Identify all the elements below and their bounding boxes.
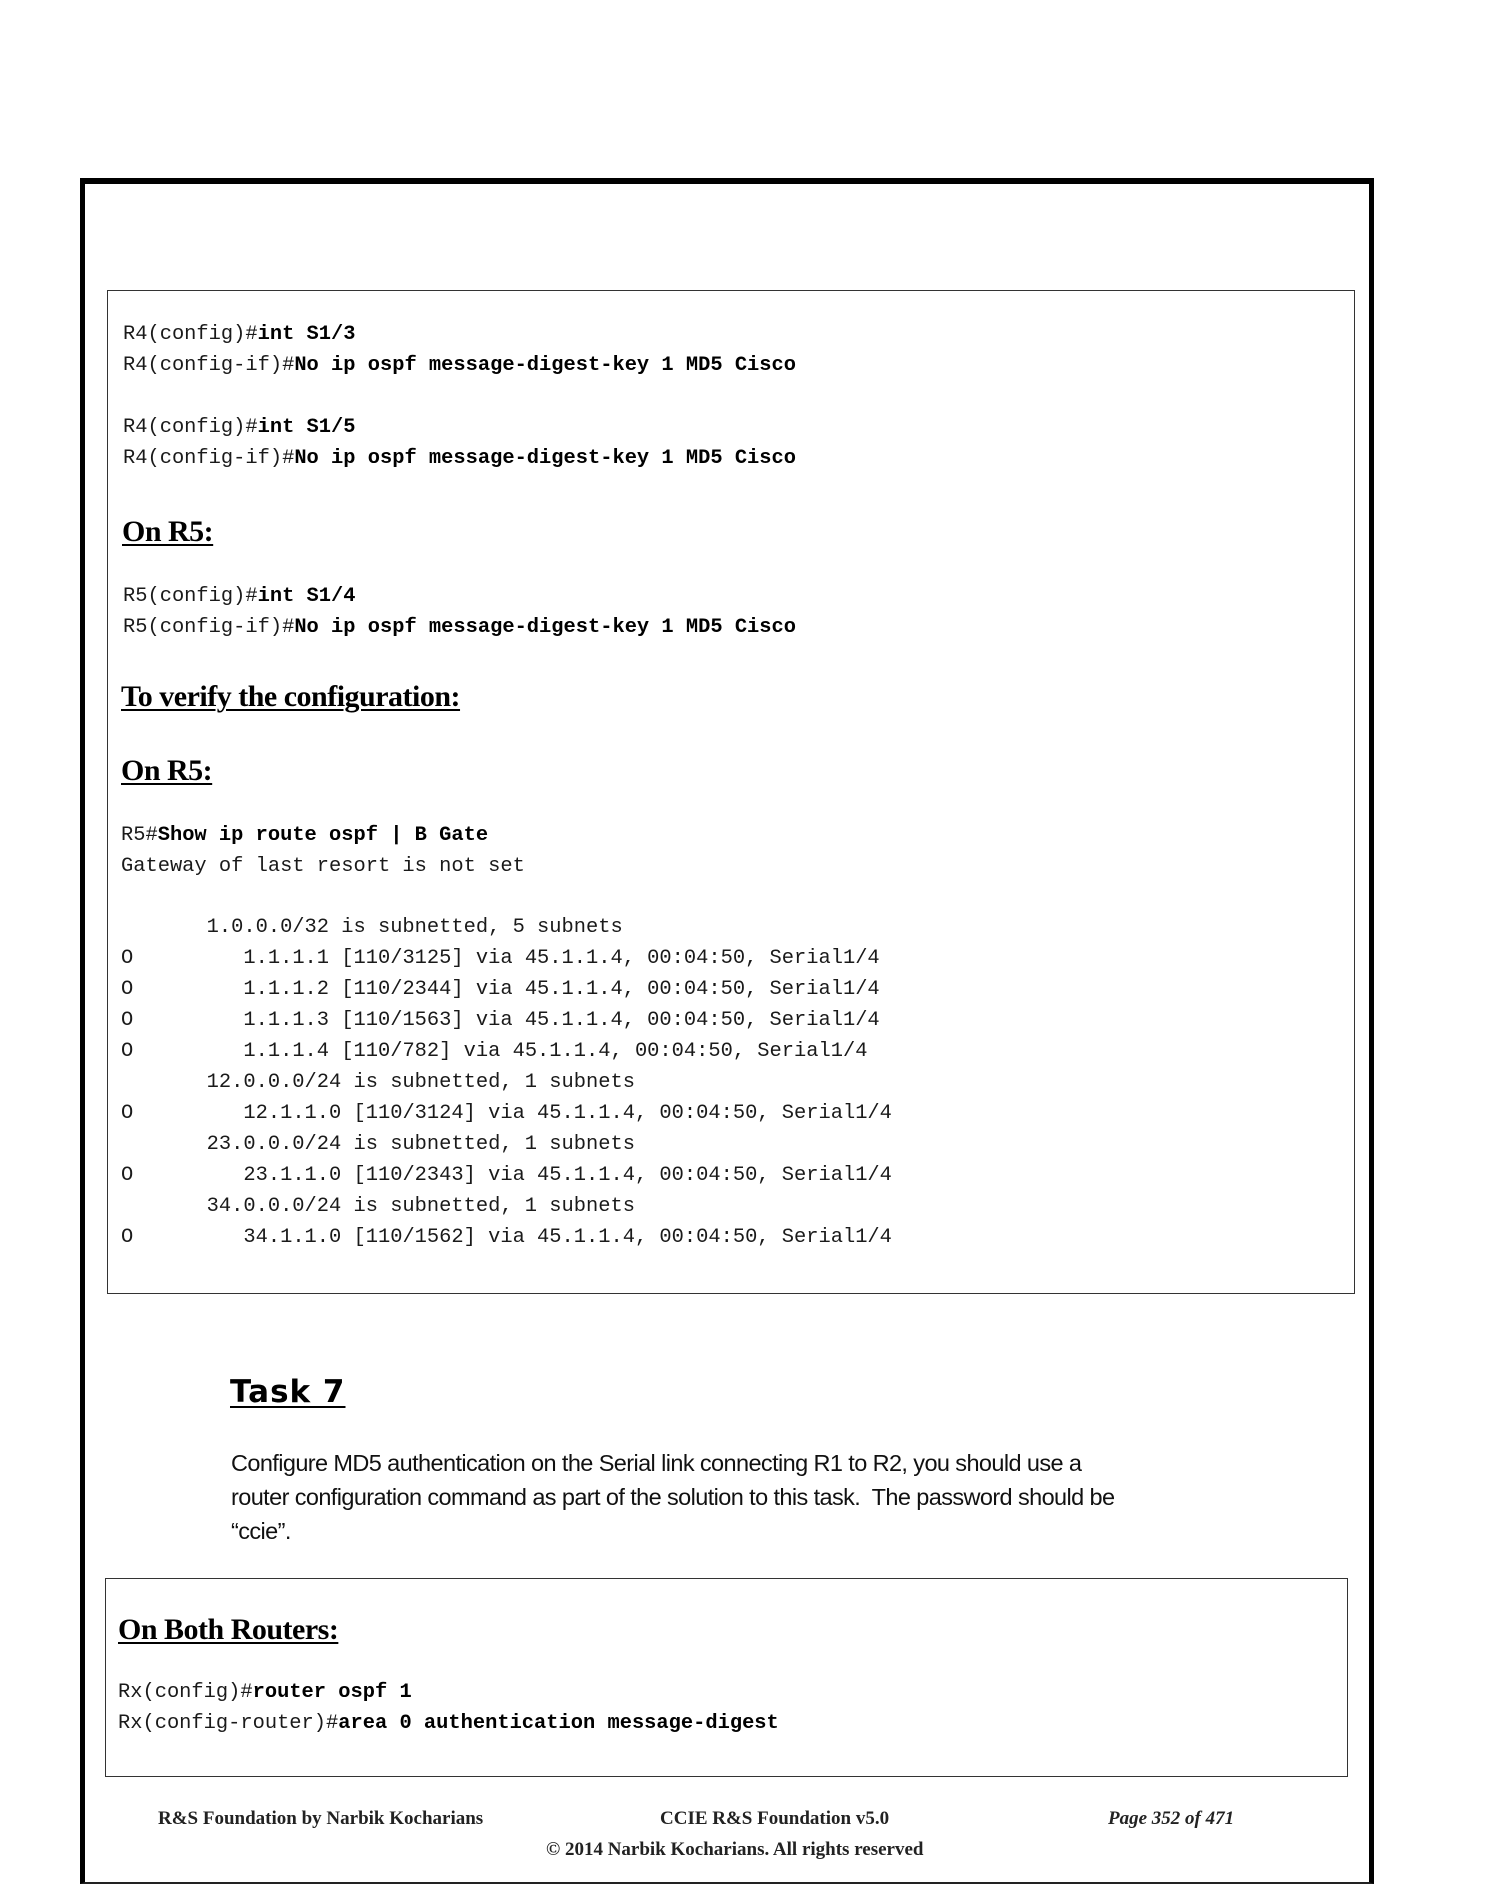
footer-page-number: Page 352 of 471	[1108, 1808, 1235, 1829]
code-line	[118, 1681, 412, 1705]
prompt: Rx(config)#	[118, 1681, 253, 1704]
prompt: R5#	[121, 824, 158, 847]
section-heading-on-r5: On R5:	[122, 515, 214, 548]
task-description-line: router configuration command as part of the solution to this task. The password should be	[231, 1484, 1115, 1510]
route-line: O 1.1.1.3 [110/1563] via 45.1.1.4, 00:04:50, Serial1/4	[121, 1009, 880, 1032]
footer-title: CCIE R&S Foundation v5.0	[660, 1808, 890, 1829]
prompt: Rx(config-router)#	[118, 1712, 339, 1735]
code-line	[118, 1712, 779, 1736]
command: router ospf 1	[252, 1681, 412, 1704]
section-heading-both-routers: On Both Routers:	[118, 1613, 339, 1646]
route-line: O 1.1.1.1 [110/3125] via 45.1.1.4, 00:04:50, Serial1/4	[121, 947, 880, 970]
code-line	[123, 416, 356, 440]
route-line: O 12.1.1.0 [110/3124] via 45.1.1.4, 00:04:50, Serial1/4	[121, 1102, 892, 1125]
code-line	[121, 824, 488, 848]
footer-copyright: © 2014 Narbik Kocharians. All rights reserved	[546, 1839, 924, 1860]
code-line	[123, 585, 356, 609]
command: No ip ospf message-digest-key 1 MD5 Cisco	[294, 354, 797, 377]
route-line: O 34.1.1.0 [110/1562] via 45.1.1.4, 00:04:50, Serial1/4	[121, 1226, 892, 1249]
code-line	[123, 354, 796, 378]
command: No ip ospf message-digest-key 1 MD5 Cisco	[294, 447, 797, 470]
task-title: Task 7	[230, 1374, 346, 1410]
command: No ip ospf message-digest-key 1 MD5 Cisco	[294, 616, 797, 639]
prompt: R5(config)#	[123, 585, 258, 608]
prompt: R4(config-if)#	[123, 354, 295, 377]
route-line: O 1.1.1.4 [110/782] via 45.1.1.4, 00:04:50, Serial1/4	[121, 1040, 868, 1063]
command: int S1/5	[257, 416, 356, 439]
route-line: 34.0.0.0/24 is subnetted, 1 subnets	[121, 1195, 635, 1218]
prompt: R4(config-if)#	[123, 447, 295, 470]
code-line	[123, 616, 796, 640]
route-line: 23.0.0.0/24 is subnetted, 1 subnets	[121, 1133, 635, 1156]
route-line: 12.0.0.0/24 is subnetted, 1 subnets	[121, 1071, 635, 1094]
route-line: O 23.1.1.0 [110/2343] via 45.1.1.4, 00:04:50, Serial1/4	[121, 1164, 892, 1187]
section-heading-on-r5-verify: On R5:	[121, 754, 213, 787]
task-description-line: Configure MD5 authentication on the Serial link connecting R1 to R2, you should use a	[231, 1450, 1082, 1476]
footer-author: R&S Foundation by Narbik Kocharians	[158, 1808, 484, 1829]
output-line-gateway: Gateway of last resort is not set	[121, 855, 525, 878]
command: Show ip route ospf | B Gate	[157, 824, 489, 847]
route-line: O 1.1.1.2 [110/2344] via 45.1.1.4, 00:04:50, Serial1/4	[121, 978, 880, 1001]
prompt: R5(config-if)#	[123, 616, 295, 639]
code-line	[123, 323, 356, 347]
code-block-task7	[105, 1578, 1348, 1777]
route-line: 1.0.0.0/32 is subnetted, 5 subnets	[121, 916, 623, 939]
task-description-line: “ccie”.	[231, 1518, 291, 1544]
command: int S1/4	[257, 585, 356, 608]
command: area 0 authentication message-digest	[338, 1712, 779, 1735]
command: int S1/3	[257, 323, 356, 346]
prompt: R4(config)#	[123, 416, 258, 439]
section-heading-verify: To verify the configuration:	[121, 680, 461, 713]
prompt: R4(config)#	[123, 323, 258, 346]
code-line	[123, 447, 796, 471]
